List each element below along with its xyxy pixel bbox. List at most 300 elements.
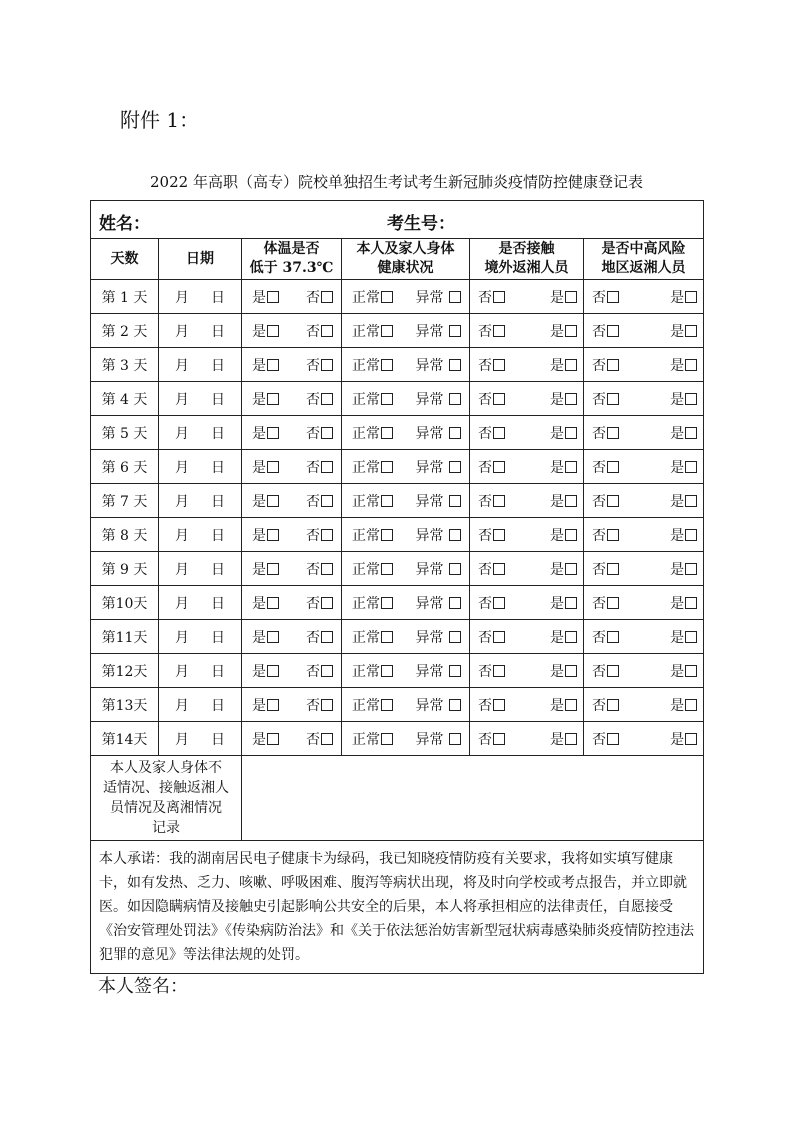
record-entry-area[interactable] [242, 756, 704, 841]
overseas-no-option[interactable] [478, 389, 505, 409]
option-label: 异常 [415, 697, 444, 714]
health-normal-option[interactable] [352, 695, 393, 715]
health-normal-checkbox[interactable] [381, 631, 393, 643]
temp-yes-option[interactable] [252, 559, 279, 579]
date-cell[interactable] [159, 314, 242, 348]
temp-yes-checkbox[interactable] [267, 325, 279, 337]
option-label: 否 [306, 731, 320, 748]
health-abnormal-checkbox[interactable] [449, 733, 461, 745]
overseas-contact-cell [470, 382, 584, 416]
overseas-no-checkbox[interactable] [493, 665, 505, 677]
temp-yes-option[interactable] [252, 457, 279, 477]
date-cell[interactable] [159, 416, 242, 450]
temp-yes-checkbox[interactable] [267, 393, 279, 405]
option-label: 否 [478, 561, 492, 578]
day-cell: 第 9 天 [91, 552, 159, 586]
name-row [91, 201, 704, 239]
option-label: 是 [252, 595, 266, 612]
risk-no-checkbox[interactable] [607, 325, 619, 337]
overseas-yes-checkbox[interactable] [565, 325, 577, 337]
health-normal-option[interactable] [352, 423, 393, 443]
risk-area-cell [584, 382, 704, 416]
date-cell[interactable] [159, 518, 242, 552]
temp-yes-option[interactable] [252, 627, 279, 647]
overseas-yes-option[interactable] [550, 695, 577, 715]
overseas-yes-checkbox[interactable] [565, 529, 577, 541]
temp-no-option[interactable] [306, 287, 333, 307]
overseas-yes-option[interactable] [550, 321, 577, 341]
health-normal-checkbox[interactable] [381, 665, 393, 677]
overseas-yes-option[interactable] [550, 423, 577, 443]
option-label: 否 [478, 357, 492, 374]
overseas-no-option[interactable] [478, 491, 505, 511]
temp-yes-checkbox[interactable] [267, 529, 279, 541]
risk-yes-checkbox[interactable] [685, 699, 697, 711]
temp-no-option[interactable] [306, 729, 333, 749]
temp-no-option[interactable] [306, 491, 333, 511]
temp-no-option[interactable] [306, 389, 333, 409]
overseas-yes-checkbox[interactable] [565, 495, 577, 507]
risk-no-checkbox[interactable] [607, 461, 619, 473]
day-label: 日 [211, 289, 225, 306]
overseas-no-checkbox[interactable] [493, 393, 505, 405]
overseas-no-checkbox[interactable] [493, 631, 505, 643]
health-normal-checkbox[interactable] [381, 393, 393, 405]
health-abnormal-checkbox[interactable] [449, 529, 461, 541]
health-normal-option[interactable] [352, 287, 393, 307]
risk-no-option[interactable] [592, 593, 619, 613]
option-label: 否 [592, 527, 606, 544]
risk-yes-option[interactable] [670, 491, 697, 511]
temp-no-option[interactable] [306, 661, 333, 681]
day-cell: 第13天 [91, 688, 159, 722]
commitment-statement: 本人承诺：我的湖南居民电子健康卡为绿码，我已知晓疫情防疫有关要求，我将如实填写健康卡，如有发热、乏力、咳嗽、呼吸困难、腹泻等病状出现，将及时向学校或考点报告，并立即就医。如因隐瞒病情及接触史引起影响公共安全的后果，本人将承担相应的法律责任，自愿接受《治安管理处罚法》《传染病防治法》和《关于依法惩治妨害新型冠状病毒感染肺炎疫情防控违法犯罪的意见》等法律法规的处罚。 [91, 841, 704, 974]
risk-no-option[interactable] [592, 491, 619, 511]
overseas-yes-option[interactable] [550, 627, 577, 647]
overseas-yes-checkbox[interactable] [565, 631, 577, 643]
temp-no-option[interactable] [306, 355, 333, 375]
risk-yes-checkbox[interactable] [685, 563, 697, 575]
option-label: 是 [252, 289, 266, 306]
temp-no-option[interactable] [306, 525, 333, 545]
option-label: 是 [550, 391, 564, 408]
overseas-no-option[interactable] [478, 525, 505, 545]
overseas-yes-option[interactable] [550, 389, 577, 409]
option-label: 否 [306, 527, 320, 544]
temp-yes-checkbox[interactable] [267, 631, 279, 643]
header-temperature-line2: 低于 37.3℃ [249, 260, 334, 276]
temp-yes-option[interactable] [252, 321, 279, 341]
health-normal-option[interactable] [352, 457, 393, 477]
option-label: 是 [670, 493, 685, 510]
temp-no-checkbox[interactable] [321, 563, 333, 575]
overseas-no-checkbox[interactable] [493, 291, 505, 303]
overseas-no-option[interactable] [478, 287, 505, 307]
health-abnormal-option[interactable] [416, 661, 461, 681]
temp-yes-option[interactable] [252, 593, 279, 613]
risk-no-option[interactable] [592, 355, 619, 375]
overseas-yes-checkbox[interactable] [565, 393, 577, 405]
overseas-yes-option[interactable] [550, 457, 577, 477]
day-row [91, 314, 704, 348]
overseas-no-option[interactable] [478, 661, 505, 681]
signature-label: 本人签名： [98, 976, 188, 997]
overseas-contact-cell [470, 416, 584, 450]
health-abnormal-option[interactable] [416, 355, 461, 375]
overseas-no-checkbox[interactable] [493, 563, 505, 575]
month-label: 月 [175, 697, 189, 714]
date-cell[interactable] [159, 450, 242, 484]
temperature-cell [242, 348, 342, 382]
option-label: 是 [550, 663, 564, 680]
temp-yes-option[interactable] [252, 729, 279, 749]
risk-no-checkbox[interactable] [607, 393, 619, 405]
risk-no-checkbox[interactable] [607, 699, 619, 711]
temp-yes-option[interactable] [252, 389, 279, 409]
overseas-no-option[interactable] [478, 729, 505, 749]
temp-no-option[interactable] [306, 593, 333, 613]
temp-yes-option[interactable] [252, 287, 279, 307]
health-abnormal-option[interactable] [416, 321, 461, 341]
temp-no-option[interactable] [306, 695, 333, 715]
overseas-yes-option[interactable] [550, 593, 577, 613]
risk-no-checkbox[interactable] [607, 529, 619, 541]
health-normal-checkbox[interactable] [381, 461, 393, 473]
overseas-contact-cell [470, 586, 584, 620]
health-cell [342, 416, 470, 450]
health-normal-checkbox[interactable] [381, 325, 393, 337]
overseas-no-checkbox[interactable] [493, 495, 505, 507]
risk-no-checkbox[interactable] [607, 665, 619, 677]
temperature-cell [242, 518, 342, 552]
risk-no-checkbox[interactable] [607, 733, 619, 745]
date-cell[interactable] [159, 654, 242, 688]
temperature-cell [242, 314, 342, 348]
temp-no-checkbox[interactable] [321, 597, 333, 609]
risk-yes-option[interactable] [670, 525, 697, 545]
health-abnormal-option[interactable] [416, 593, 461, 613]
health-abnormal-option[interactable] [416, 491, 461, 511]
health-abnormal-checkbox[interactable] [449, 359, 461, 371]
risk-yes-checkbox[interactable] [685, 597, 697, 609]
option-label: 是 [252, 663, 266, 680]
overseas-no-checkbox[interactable] [493, 699, 505, 711]
health-abnormal-checkbox[interactable] [449, 597, 461, 609]
promise-row [91, 841, 704, 974]
overseas-no-option[interactable] [478, 593, 505, 613]
health-abnormal-checkbox[interactable] [449, 563, 461, 575]
option-label: 否 [306, 425, 320, 442]
risk-no-option[interactable] [592, 287, 619, 307]
health-normal-option[interactable] [352, 389, 393, 409]
overseas-yes-checkbox[interactable] [565, 359, 577, 371]
health-normal-checkbox[interactable] [381, 597, 393, 609]
risk-yes-checkbox[interactable] [685, 359, 697, 371]
health-normal-option[interactable] [352, 559, 393, 579]
health-abnormal-option[interactable] [416, 627, 461, 647]
health-normal-option[interactable] [352, 593, 393, 613]
health-abnormal-option[interactable] [416, 287, 461, 307]
risk-yes-checkbox[interactable] [685, 427, 697, 439]
risk-no-option[interactable] [592, 729, 619, 749]
health-abnormal-checkbox[interactable] [449, 291, 461, 303]
date-cell[interactable] [159, 552, 242, 586]
health-normal-checkbox[interactable] [381, 699, 393, 711]
temp-no-checkbox[interactable] [321, 529, 333, 541]
date-cell[interactable] [159, 586, 242, 620]
overseas-yes-checkbox[interactable] [565, 563, 577, 575]
overseas-no-option[interactable] [478, 695, 505, 715]
risk-yes-option[interactable] [670, 355, 697, 375]
risk-yes-option[interactable] [670, 695, 697, 715]
date-cell[interactable] [159, 348, 242, 382]
risk-yes-option[interactable] [670, 559, 697, 579]
risk-no-checkbox[interactable] [607, 631, 619, 643]
risk-yes-option[interactable] [670, 627, 697, 647]
option-label: 是 [252, 731, 266, 748]
risk-yes-option[interactable] [670, 287, 697, 307]
temp-yes-checkbox[interactable] [267, 665, 279, 677]
health-abnormal-option[interactable] [416, 525, 461, 545]
temp-no-option[interactable] [306, 423, 333, 443]
risk-yes-option[interactable] [670, 661, 697, 681]
temp-no-option[interactable] [306, 457, 333, 477]
temp-no-checkbox[interactable] [321, 665, 333, 677]
health-cell [342, 314, 470, 348]
temp-no-checkbox[interactable] [321, 495, 333, 507]
option-label: 异常 [415, 731, 444, 748]
overseas-no-option[interactable] [478, 321, 505, 341]
health-normal-checkbox[interactable] [381, 563, 393, 575]
temp-yes-option[interactable] [252, 661, 279, 681]
health-abnormal-checkbox[interactable] [449, 699, 461, 711]
option-label: 是 [252, 527, 266, 544]
option-label: 否 [306, 561, 320, 578]
risk-no-checkbox[interactable] [607, 359, 619, 371]
risk-no-option[interactable] [592, 525, 619, 545]
option-label: 异常 [415, 663, 444, 680]
health-normal-checkbox[interactable] [381, 495, 393, 507]
risk-yes-checkbox[interactable] [685, 665, 697, 677]
risk-yes-checkbox[interactable] [685, 393, 697, 405]
temp-yes-checkbox[interactable] [267, 699, 279, 711]
health-normal-option[interactable] [352, 627, 393, 647]
risk-no-checkbox[interactable] [607, 495, 619, 507]
health-abnormal-option[interactable] [416, 389, 461, 409]
temp-yes-option[interactable] [252, 695, 279, 715]
risk-no-option[interactable] [592, 321, 619, 341]
option-label: 正常 [352, 629, 380, 646]
temp-no-checkbox[interactable] [321, 461, 333, 473]
overseas-no-checkbox[interactable] [493, 325, 505, 337]
overseas-yes-checkbox[interactable] [565, 665, 577, 677]
temp-no-checkbox[interactable] [321, 733, 333, 745]
overseas-yes-option[interactable] [550, 287, 577, 307]
option-label: 是 [252, 561, 266, 578]
overseas-no-checkbox[interactable] [493, 597, 505, 609]
temp-no-option[interactable] [306, 321, 333, 341]
day-cell: 第 3 天 [91, 348, 159, 382]
overseas-yes-checkbox[interactable] [565, 291, 577, 303]
health-normal-option[interactable] [352, 661, 393, 681]
health-normal-option[interactable] [352, 491, 393, 511]
temp-yes-checkbox[interactable] [267, 733, 279, 745]
temp-no-checkbox[interactable] [321, 699, 333, 711]
health-abnormal-option[interactable] [416, 559, 461, 579]
temp-yes-option[interactable] [252, 525, 279, 545]
temp-no-option[interactable] [306, 627, 333, 647]
option-label: 否 [592, 663, 606, 680]
risk-yes-option[interactable] [670, 729, 697, 749]
risk-yes-option[interactable] [670, 423, 697, 443]
option-label: 是 [252, 425, 266, 442]
day-cell: 第 7 天 [91, 484, 159, 518]
health-abnormal-checkbox[interactable] [449, 427, 461, 439]
option-label: 是 [550, 595, 564, 612]
overseas-no-option[interactable] [478, 423, 505, 443]
health-abnormal-checkbox[interactable] [449, 665, 461, 677]
date-cell[interactable] [159, 688, 242, 722]
health-normal-option[interactable] [352, 729, 393, 749]
temp-yes-checkbox[interactable] [267, 495, 279, 507]
risk-no-option[interactable] [592, 661, 619, 681]
option-label: 正常 [352, 459, 380, 476]
health-abnormal-option[interactable] [416, 457, 461, 477]
risk-no-checkbox[interactable] [607, 597, 619, 609]
temp-no-option[interactable] [306, 559, 333, 579]
risk-no-checkbox[interactable] [607, 291, 619, 303]
record-label-line: 适情况、接触返湘人 [103, 780, 229, 796]
overseas-yes-option[interactable] [550, 355, 577, 375]
option-label: 正常 [352, 561, 380, 578]
risk-area-cell [584, 280, 704, 314]
day-cell: 第12天 [91, 654, 159, 688]
risk-no-option[interactable] [592, 695, 619, 715]
option-label: 正常 [352, 731, 380, 748]
overseas-no-option[interactable] [478, 457, 505, 477]
overseas-yes-checkbox[interactable] [565, 733, 577, 745]
temperature-cell [242, 722, 342, 756]
risk-yes-checkbox[interactable] [685, 631, 697, 643]
temp-no-checkbox[interactable] [321, 631, 333, 643]
date-cell[interactable] [159, 620, 242, 654]
temp-yes-option[interactable] [252, 423, 279, 443]
temp-yes-checkbox[interactable] [267, 597, 279, 609]
health-normal-checkbox[interactable] [381, 427, 393, 439]
overseas-yes-option[interactable] [550, 525, 577, 545]
temp-yes-checkbox[interactable] [267, 359, 279, 371]
overseas-no-checkbox[interactable] [493, 529, 505, 541]
risk-yes-option[interactable] [670, 321, 697, 341]
record-row [91, 756, 704, 841]
risk-yes-checkbox[interactable] [685, 461, 697, 473]
date-cell[interactable] [159, 382, 242, 416]
overseas-no-option[interactable] [478, 627, 505, 647]
risk-no-option[interactable] [592, 457, 619, 477]
overseas-yes-checkbox[interactable] [565, 699, 577, 711]
health-abnormal-checkbox[interactable] [449, 325, 461, 337]
header-risk-line2: 地区返湘人员 [601, 260, 686, 276]
risk-yes-checkbox[interactable] [685, 529, 697, 541]
health-normal-checkbox[interactable] [381, 529, 393, 541]
health-abnormal-checkbox[interactable] [449, 461, 461, 473]
risk-yes-checkbox[interactable] [685, 291, 697, 303]
health-abnormal-checkbox[interactable] [449, 495, 461, 507]
health-abnormal-option[interactable] [416, 695, 461, 715]
temp-yes-option[interactable] [252, 355, 279, 375]
overseas-no-option[interactable] [478, 355, 505, 375]
option-label: 是 [670, 459, 685, 476]
temp-no-checkbox[interactable] [321, 359, 333, 371]
health-abnormal-checkbox[interactable] [449, 631, 461, 643]
health-normal-checkbox[interactable] [381, 359, 393, 371]
risk-yes-checkbox[interactable] [685, 495, 697, 507]
date-cell[interactable] [159, 280, 242, 314]
overseas-yes-checkbox[interactable] [565, 597, 577, 609]
overseas-yes-checkbox[interactable] [565, 427, 577, 439]
risk-no-option[interactable] [592, 423, 619, 443]
temp-yes-checkbox[interactable] [267, 563, 279, 575]
overseas-yes-option[interactable] [550, 661, 577, 681]
temp-no-checkbox[interactable] [321, 291, 333, 303]
option-label: 正常 [352, 289, 380, 306]
health-normal-checkbox[interactable] [381, 291, 393, 303]
date-cell[interactable] [159, 484, 242, 518]
health-normal-option[interactable] [352, 525, 393, 545]
overseas-no-checkbox[interactable] [493, 359, 505, 371]
overseas-no-checkbox[interactable] [493, 733, 505, 745]
overseas-yes-option[interactable] [550, 729, 577, 749]
overseas-yes-checkbox[interactable] [565, 461, 577, 473]
temp-yes-option[interactable] [252, 491, 279, 511]
date-cell[interactable] [159, 722, 242, 756]
temp-yes-checkbox[interactable] [267, 461, 279, 473]
option-label: 是 [550, 323, 564, 340]
risk-no-checkbox[interactable] [607, 563, 619, 575]
health-normal-option[interactable] [352, 355, 393, 375]
option-label: 异常 [415, 595, 444, 612]
risk-yes-checkbox[interactable] [685, 733, 697, 745]
overseas-no-option[interactable] [478, 559, 505, 579]
health-cell [342, 518, 470, 552]
temp-yes-checkbox[interactable] [267, 291, 279, 303]
health-abnormal-option[interactable] [416, 729, 461, 749]
health-abnormal-checkbox[interactable] [449, 393, 461, 405]
temp-no-checkbox[interactable] [321, 427, 333, 439]
temp-no-checkbox[interactable] [321, 325, 333, 337]
day-row [91, 280, 704, 314]
risk-yes-option[interactable] [670, 593, 697, 613]
temp-yes-checkbox[interactable] [267, 427, 279, 439]
day-label: 日 [211, 561, 225, 578]
risk-no-option[interactable] [592, 389, 619, 409]
health-abnormal-option[interactable] [416, 423, 461, 443]
risk-no-checkbox[interactable] [607, 427, 619, 439]
risk-no-option[interactable] [592, 559, 619, 579]
month-label: 月 [175, 527, 189, 544]
risk-yes-option[interactable] [670, 389, 697, 409]
health-normal-checkbox[interactable] [381, 733, 393, 745]
health-normal-option[interactable] [352, 321, 393, 341]
overseas-no-checkbox[interactable] [493, 461, 505, 473]
risk-yes-option[interactable] [670, 457, 697, 477]
temp-no-checkbox[interactable] [321, 393, 333, 405]
overseas-no-checkbox[interactable] [493, 427, 505, 439]
overseas-yes-option[interactable] [550, 559, 577, 579]
risk-yes-checkbox[interactable] [685, 325, 697, 337]
risk-no-option[interactable] [592, 627, 619, 647]
overseas-yes-option[interactable] [550, 491, 577, 511]
